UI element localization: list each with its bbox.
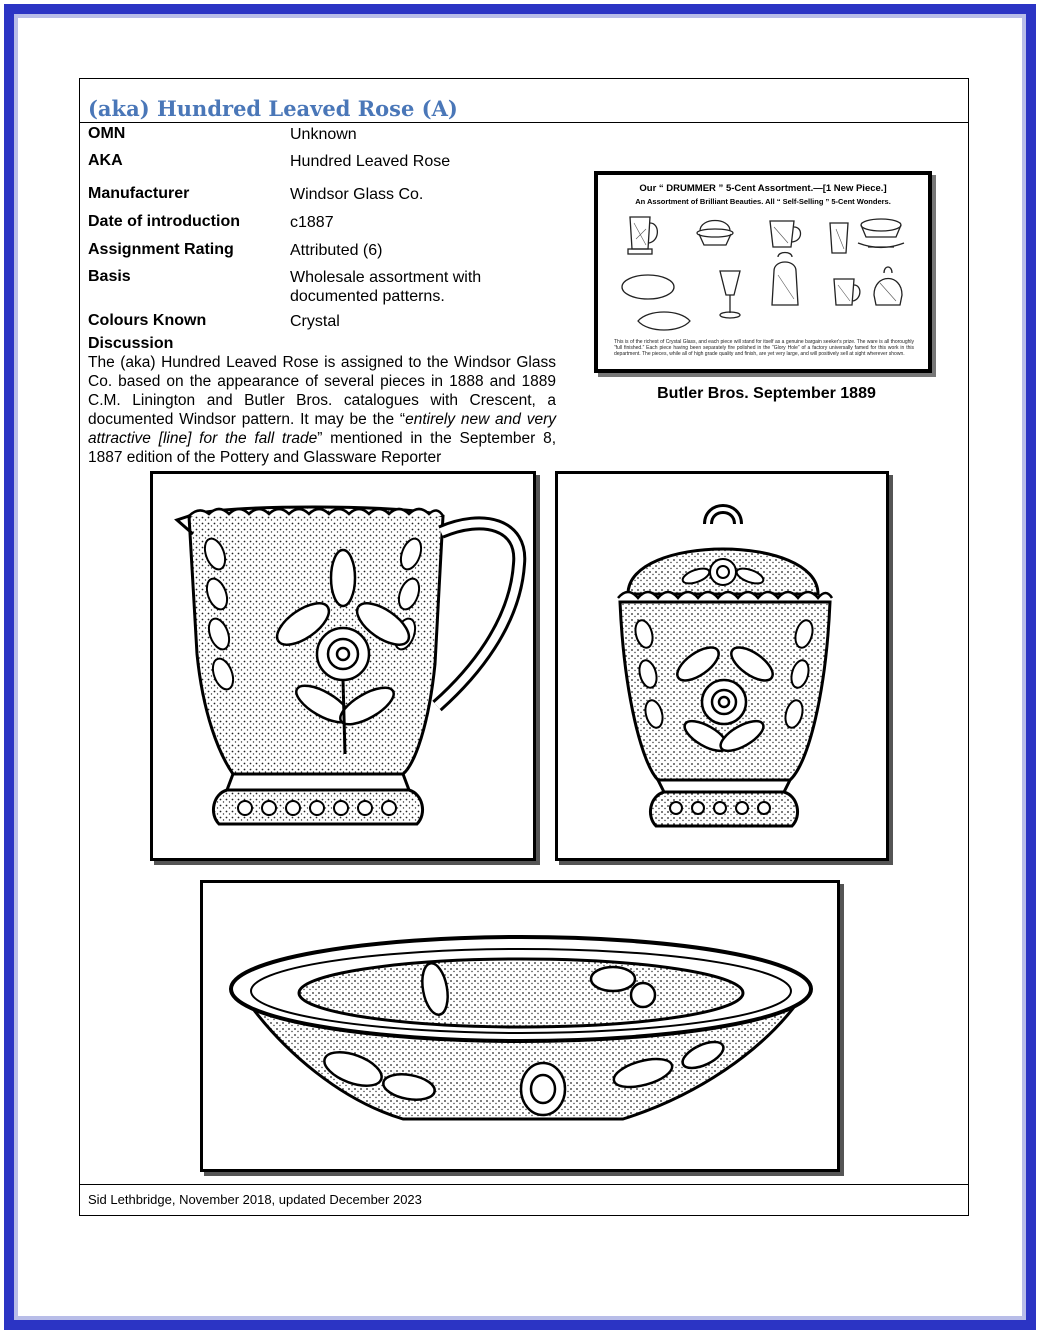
pitcher-engraving bbox=[153, 474, 533, 858]
discussion-heading: Discussion bbox=[88, 335, 174, 352]
advert-footnote: This is of the richest of Crystal Glass, and each piece will stand for itself as a genuine bargain seeker's prize. The ware is all thoroughly “full finished.” Each piece having been separately fire polished in the “Glory Hole” of a factory universally famed for this work in this department. The pieces, while all of high grade quality and finish, are yet very large, and will positively sell at sight wherever shown. bbox=[614, 339, 914, 357]
covered-jar-engraving bbox=[558, 474, 886, 858]
field-value-colours: Crystal bbox=[290, 313, 340, 330]
jar-image-frame bbox=[555, 471, 889, 861]
field-label-aka: AKA bbox=[88, 152, 123, 169]
footer-credit: Sid Lethbridge, November 2018, updated December 2023 bbox=[88, 1192, 422, 1207]
field-label-manufacturer: Manufacturer bbox=[88, 185, 190, 202]
discussion-quote: entirely new and very attractive [line] for the fall trade bbox=[88, 411, 556, 447]
field-value-basis: Wholesale assortment with documented patterns. bbox=[290, 269, 482, 305]
bowl-engraving bbox=[203, 883, 837, 1169]
discussion-text-part1: The (aka) Hundred Leaved Rose is assigned to the Windsor Glass Co. based on the appearance of several pieces in 1888 and 1889 C.M. Linington and Butler Bros. catalogues with Crescent, a documented Windsor pattern. It may be the “ bbox=[88, 354, 556, 428]
advert-caption: Butler Bros. September 1889 bbox=[657, 385, 876, 402]
field-label-omn: OMN bbox=[88, 125, 126, 142]
footer-divider bbox=[80, 1184, 968, 1185]
field-value-aka: Hundred Leaved Rose bbox=[290, 153, 451, 170]
field-label-basis: Basis bbox=[88, 268, 131, 285]
field-label-colours: Colours Known bbox=[88, 312, 207, 329]
advert-subline: An Assortment of Brilliant Beauties. All “ Self-Selling ” 5-Cent Wonders. bbox=[635, 197, 891, 206]
field-value-rating: Attributed (6) bbox=[290, 242, 383, 259]
bowl-image-frame bbox=[200, 880, 840, 1172]
field-value-manufacturer: Windsor Glass Co. bbox=[290, 186, 424, 203]
field-label-date: Date of introduction bbox=[88, 213, 240, 230]
advert-clipping bbox=[594, 171, 932, 373]
pitcher-image-frame bbox=[150, 471, 536, 861]
field-value-date: c1887 bbox=[290, 214, 334, 231]
page-title: (aka) Hundred Leaved Rose (A) bbox=[88, 96, 458, 121]
advert-headline: Our “ DRUMMER ” 5-Cent Assortment.—[1 New Piece.] bbox=[639, 183, 887, 194]
discussion-text-part2: ” mentioned in the September 8, 1887 edition of the Pottery and Glassware Reporter bbox=[88, 430, 556, 466]
discussion-text bbox=[88, 353, 556, 467]
field-value-omn: Unknown bbox=[290, 126, 357, 143]
field-label-rating: Assignment Rating bbox=[88, 241, 234, 258]
title-divider bbox=[80, 122, 968, 123]
advert-glassware-sketches bbox=[598, 209, 928, 339]
